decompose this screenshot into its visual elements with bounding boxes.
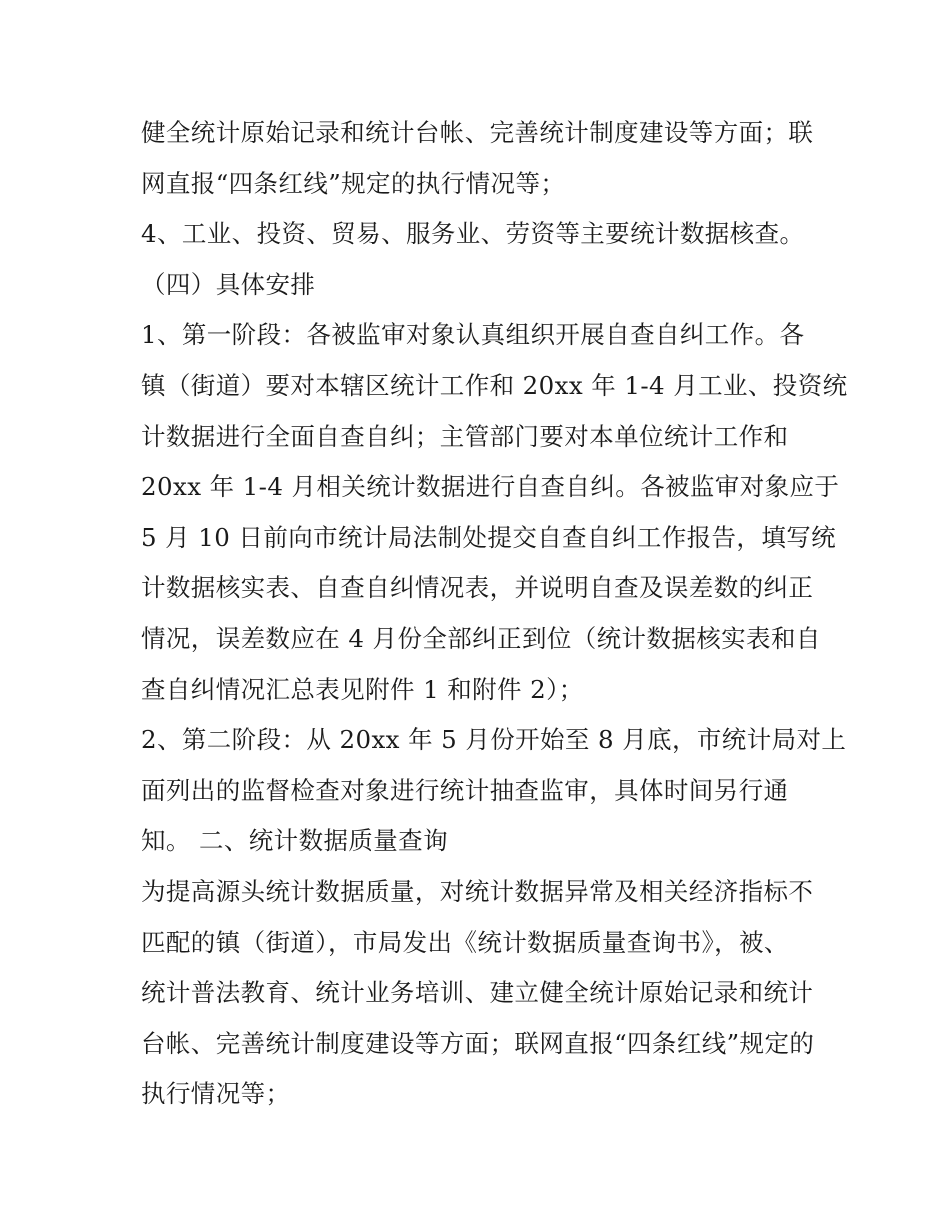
text-line-15: 知。 二、统计数据质量查询 [141, 826, 448, 856]
text-line-20: 执行情况等； [141, 1079, 291, 1109]
text-line-18: 统计普法教育、统计业务培训、建立健全统计原始记录和统计 [141, 978, 814, 1008]
text-line-19: 台帐、完善统计制度建设等方面；联网直报“四条红线”规定的 [141, 1028, 815, 1058]
text-line-16: 为提高源头统计数据质量，对统计数据异常及相关经济指标不 [141, 876, 814, 906]
text-line-6: 镇（街道）要对本辖区统计工作和 20xx 年 1-4 月工业、投资统 [141, 370, 848, 400]
text-line-7: 计数据进行全面自查自纠；主管部门要对本单位统计工作和 [141, 421, 789, 451]
text-line-17: 匹配的镇（街道），市局发出《统计数据质量查询书》，被、 [141, 927, 789, 957]
text-line-8: 20xx 年 1-4 月相关统计数据进行自查自纠。各被监审对象应于 [141, 472, 840, 502]
text-line-1: 健全统计原始记录和统计台帐、完善统计制度建设等方面；联 [141, 118, 814, 147]
text-line-12: 查自纠情况汇总表见附件 1 和附件 2）； [141, 674, 584, 704]
text-line-9: 5 月 10 日前向市统计局法制处提交自查自纠工作报告，填写统 [141, 522, 837, 552]
text-line-3: 4、工业、投资、贸易、服务业、劳资等主要统计数据核查。 [141, 219, 805, 249]
section-heading: （四）具体安排 [141, 269, 316, 299]
text-line-2: 网直报“四条红线”规定的执行情况等； [141, 168, 566, 198]
text-line-13: 2、第二阶段：从 20xx 年 5 月份开始至 8 月底，市统计局对上 [141, 725, 847, 755]
text-line-5: 1、第一阶段：各被监审对象认真组织开展自查自纠工作。各 [141, 320, 805, 350]
text-line-14: 面列出的监督检查对象进行统计抽查监审，具体时间另行通 [141, 775, 789, 805]
text-line-11: 情况，误差数应在 4 月份全部纠正到位（统计数据核实表和自 [141, 623, 821, 653]
text-line-10: 计数据核实表、自查自纠情况表，并说明自查及误差数的纠正 [141, 573, 814, 603]
document-body [141, 108, 848, 1120]
